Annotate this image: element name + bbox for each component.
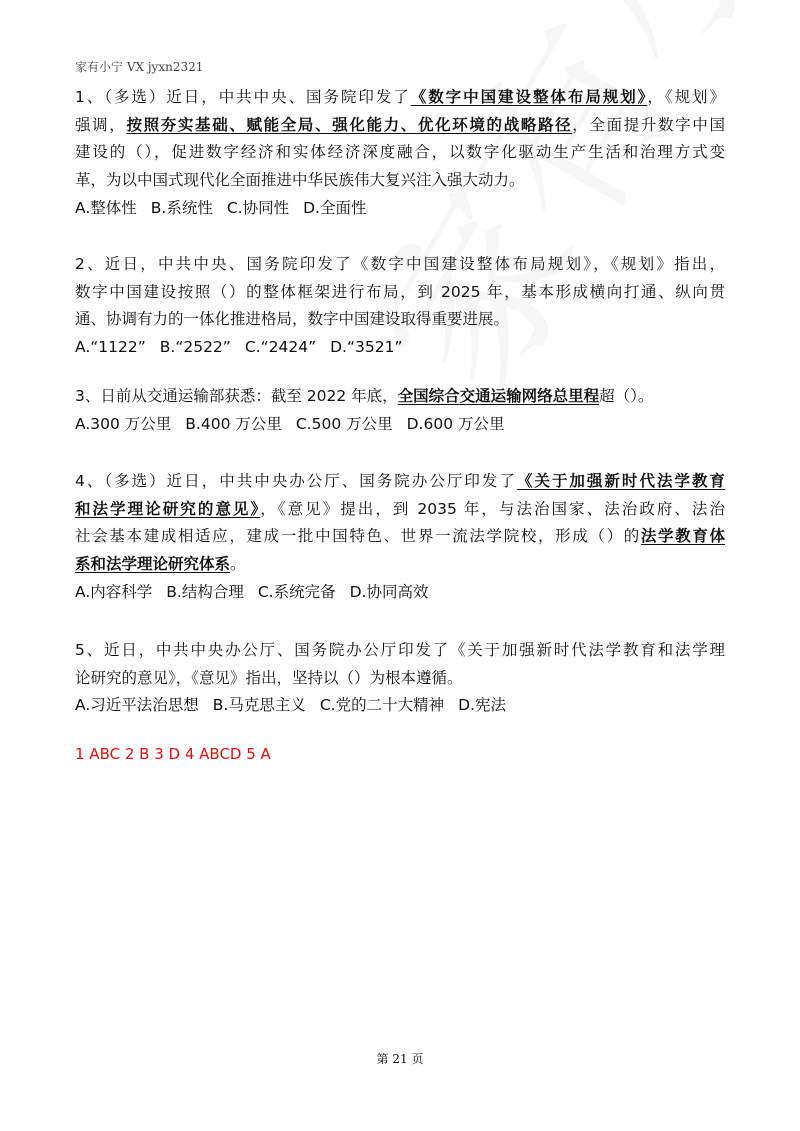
question-line [75,637,725,665]
question-4 [75,468,725,606]
emphasized-text: 《数字中国建设整体布局规划》 [410,88,648,106]
question-line [75,665,725,693]
question-line [75,112,725,140]
option: D.600 万公里 [406,414,505,433]
text: 革，为以中国式现代化全面推进中华民族伟大复兴注入强大动力。 [75,171,525,190]
emphasized-text: 全国综合交通运输网络总里程 [397,387,600,405]
question-line [75,383,725,411]
text: 1、（多选）近日，中共中央、国务院印发了 [75,88,411,106]
option: B.马克思主义 [212,696,306,715]
option: D.全面性 [303,198,367,217]
question-1 [75,84,725,222]
question-line [75,306,725,334]
question-line [75,279,725,307]
text: 社会基本建成相适应，建成一批中国特色、世界一流法学院校，形成（）的 [75,527,641,546]
text: 4、（多选）近日，中共中央办公厅、国务院办公厅印发了 [75,472,517,490]
text: ，全面提升数字中国 [572,115,725,134]
question-line [75,167,725,195]
text: 。 [230,555,246,574]
option: B.系统性 [150,198,213,217]
question-line [75,523,725,551]
options [75,579,725,607]
options [75,334,725,362]
text: 论研究的意见》，《意见》指出，坚持以（）为根本遵循。 [75,668,463,687]
text: 数字中国建设按照（）的整体框架进行布局，到 2025 年，基本形成横向打通、纵向贯 [75,282,725,301]
emphasized-text: 系和法学理论研究体系 [75,555,231,574]
option: A.内容科学 [75,582,153,601]
page-header: 家有小宁 VX jyxn2321 [75,60,204,74]
options [75,195,725,223]
options [75,692,725,720]
question-3 [75,383,725,438]
text: 建设的（），促进数字经济和实体经济深度融合，以数字化驱动生产生活和治理方式变 [75,143,725,162]
option: A.习近平法治思想 [75,696,199,715]
page-number: 第 21 页 [376,1052,424,1066]
question-2 [75,251,725,362]
option: D.宪法 [458,696,506,715]
text: 通、协调有力的一体化推进格局，数字中国建设取得重要进展。 [75,310,510,329]
option: C.系统完备 [257,582,336,601]
option: B.400 万公里 [185,414,282,433]
options [75,411,725,439]
text: 5、近日，中共中央办公厅、国务院办公厅印发了《关于加强新时代法学教育和法学理 [75,641,725,659]
option: B.“2522” [159,338,231,357]
question-line [75,551,725,579]
option: A.300 万公里 [75,414,172,433]
text: ，《意见》提出，到 2035 年，与法治国家、法治政府、法治 [260,499,725,518]
text: 超（）。 [599,387,654,405]
question-line [75,251,725,279]
text: 强调， [75,115,127,134]
text: 3、日前从交通运输部获悉：截至 2022 年底， [75,387,398,405]
question-line [75,496,725,524]
option: A.整体性 [75,198,137,217]
option: C.党的二十大精神 [319,696,445,715]
text: 2、近日，中共中央、国务院印发了《数字中国建设整体布局规划》，《规划》指出， [75,255,725,273]
question-line [75,139,725,167]
question-line [75,84,725,112]
option: C.“2424” [244,338,317,357]
emphasized-text: 按照夯实基础、赋能全局、强化能力、优化环境的战略路径 [126,115,573,134]
option: A.“1122” [75,338,146,357]
emphasized-text: 《关于加强新时代法学教育 [516,472,725,490]
option: D.“3521” [330,338,403,357]
option: C.500 万公里 [295,414,393,433]
emphasized-text: 和法学理论研究的意见》 [75,499,261,518]
option: D.协同高效 [349,582,429,601]
option: C.协同性 [226,198,290,217]
option: B.结构合理 [166,582,244,601]
emphasized-text: 法学教育体 [640,527,725,546]
answer-key: 1 ABC 2 B 3 D 4 ABCD 5 A [75,745,271,763]
question-5 [75,637,725,720]
question-line [75,468,725,496]
text: ，《规划》 [647,88,725,106]
